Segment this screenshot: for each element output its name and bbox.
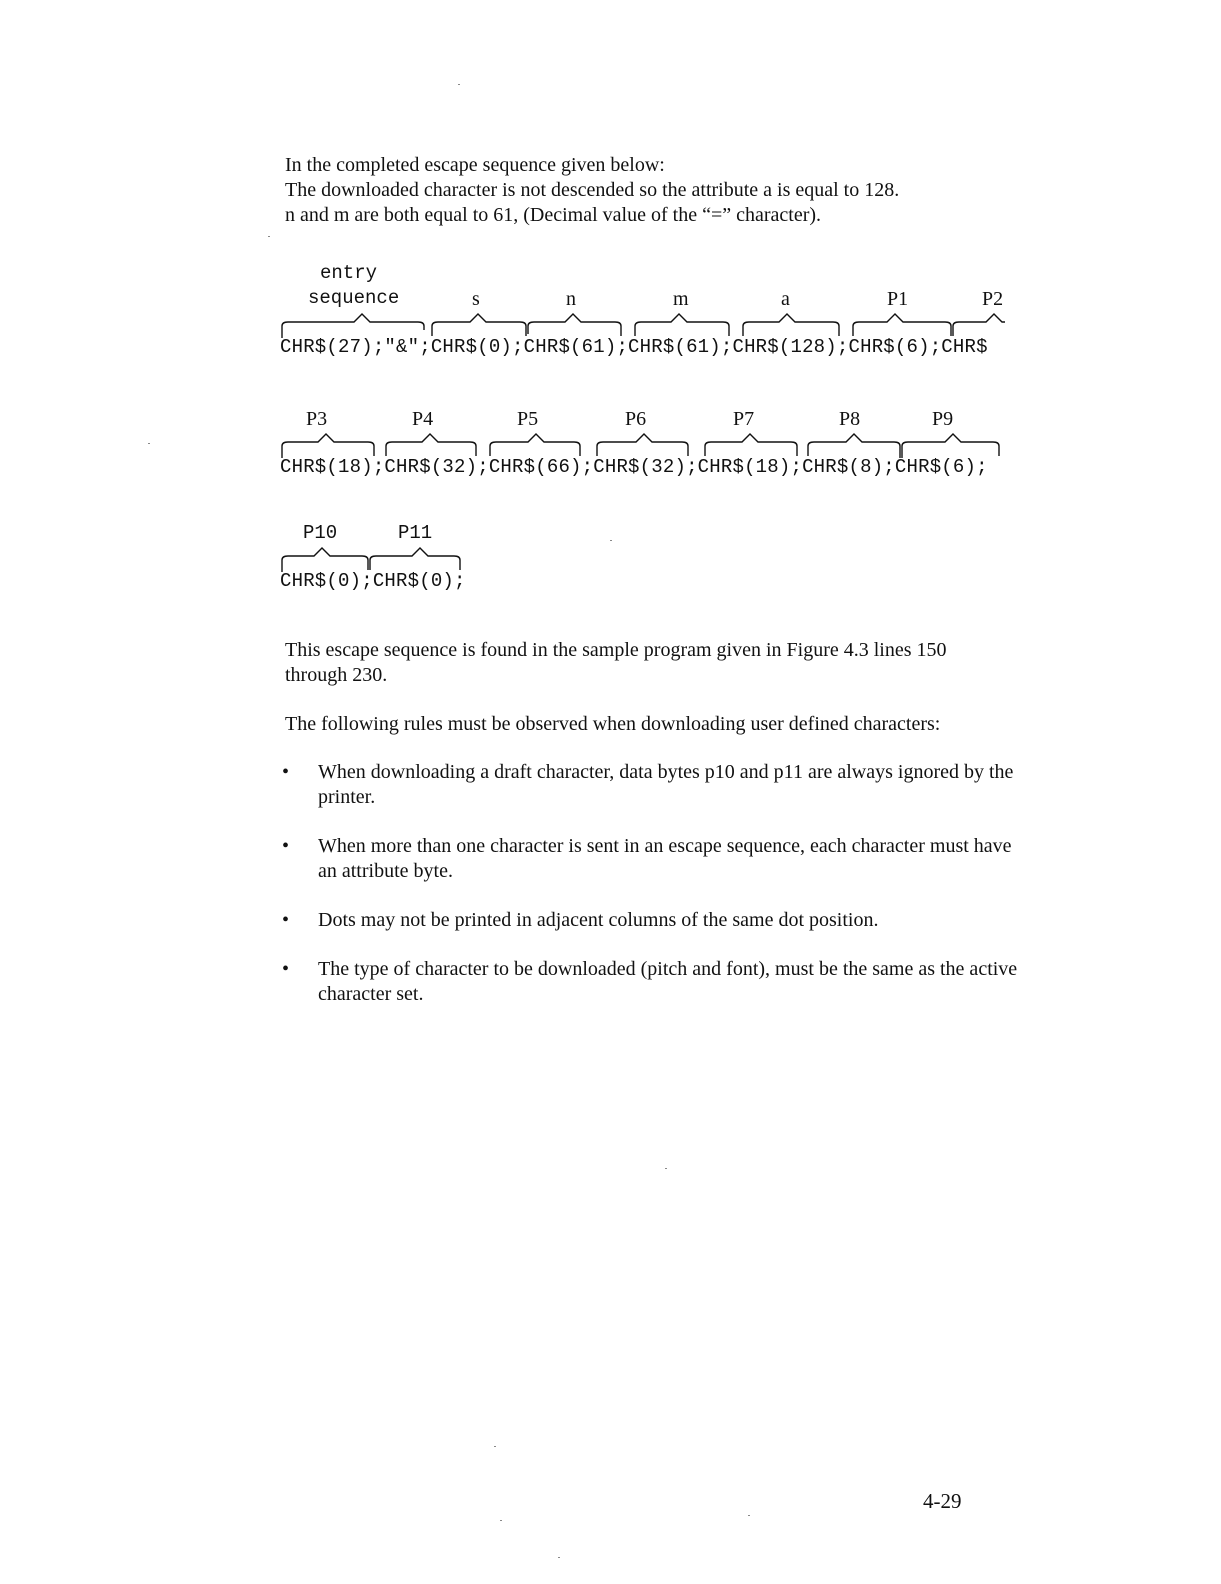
rule-item — [282, 957, 1022, 1007]
brace-p11 — [370, 548, 460, 570]
rules-intro — [285, 712, 1045, 737]
paragraph-sample-program: This escape sequence is found in the sample program given in Figure 4.3 lines 150 through 230. — [285, 639, 947, 686]
label-sequence: sequence — [308, 287, 400, 309]
label-p1: P1 — [887, 288, 909, 310]
bullet-icon: • — [282, 909, 290, 931]
escape-sequence-row-3 — [270, 522, 1030, 622]
sample-program-note — [285, 638, 985, 688]
brace-a — [743, 314, 839, 336]
brace-p7 — [705, 434, 797, 456]
label-p2: P2 — [982, 288, 1004, 310]
brace-p10 — [282, 548, 368, 572]
brace-s — [432, 314, 526, 336]
label-p4: P4 — [412, 408, 434, 430]
intro-line-2: The downloaded character is not descended so the attribute a is equal to 128. — [285, 179, 900, 201]
label-p5: P5 — [517, 408, 539, 430]
label-p3: P3 — [306, 408, 328, 430]
label-s: s — [472, 288, 480, 310]
intro-line-3: n and m are both equal to 61, (Decimal value of the “=” character). — [285, 204, 822, 226]
page-number: 4-29 — [923, 1489, 962, 1513]
label-p9: P9 — [932, 408, 954, 430]
escape-sequence-row-1 — [270, 262, 1030, 362]
rule-item — [282, 908, 1022, 933]
brace-n — [528, 314, 621, 336]
rule-item — [282, 760, 1022, 810]
brace-p5 — [490, 434, 580, 456]
brace-m — [635, 314, 729, 336]
brace-p4 — [386, 434, 476, 456]
escape-code-row-3: CHR$(0);CHR$(0); — [280, 570, 466, 592]
rule-item — [282, 834, 1022, 884]
rule-text: When more than one character is sent in an escape sequence, each character must have an attribute byte. — [318, 835, 1012, 882]
escape-code-row-1: CHR$(27);"&";CHR$(0);CHR$(61);CHR$(61);CHR$(128);CHR$(6);CHR$ — [280, 336, 988, 358]
label-a: a — [781, 288, 790, 310]
brace-p9 — [902, 434, 999, 458]
label-p11: P11 — [398, 522, 433, 544]
brace-entry — [282, 314, 424, 338]
label-n: n — [566, 288, 576, 310]
rule-text: The type of character to be downloaded (pitch and font), must be the same as the active character set. — [318, 958, 1018, 1005]
bullet-icon: • — [282, 958, 290, 980]
label-p7: P7 — [733, 408, 755, 430]
label-p6: P6 — [625, 408, 647, 430]
brace-p2 — [953, 314, 1005, 336]
rule-text: When downloading a draft character, data bytes p10 and p11 are always ignored by the printer. — [318, 761, 1014, 808]
label-p8: P8 — [839, 408, 861, 430]
rule-text: Dots may not be printed in adjacent columns of the same dot position. — [318, 909, 879, 931]
brace-p8 — [808, 434, 900, 458]
paragraph-rules-intro: The following rules must be observed when downloading user defined characters: — [285, 713, 941, 735]
brace-p3 — [282, 434, 374, 458]
label-p10: P10 — [303, 522, 338, 544]
bullet-icon: • — [282, 761, 290, 783]
brace-p6 — [597, 434, 688, 456]
label-m: m — [673, 288, 689, 310]
label-entry: entry — [320, 262, 378, 284]
rules-list — [282, 760, 1022, 1031]
escape-code-row-2: CHR$(18);CHR$(32);CHR$(66);CHR$(32);CHR$(18);CHR$(8);CHR$(6); — [280, 456, 988, 478]
brace-p1 — [853, 314, 951, 336]
escape-sequence-row-2 — [270, 408, 1030, 508]
intro-line-1: In the completed escape sequence given below: — [285, 154, 665, 176]
intro-text — [285, 153, 1045, 228]
bullet-icon: • — [282, 835, 290, 857]
